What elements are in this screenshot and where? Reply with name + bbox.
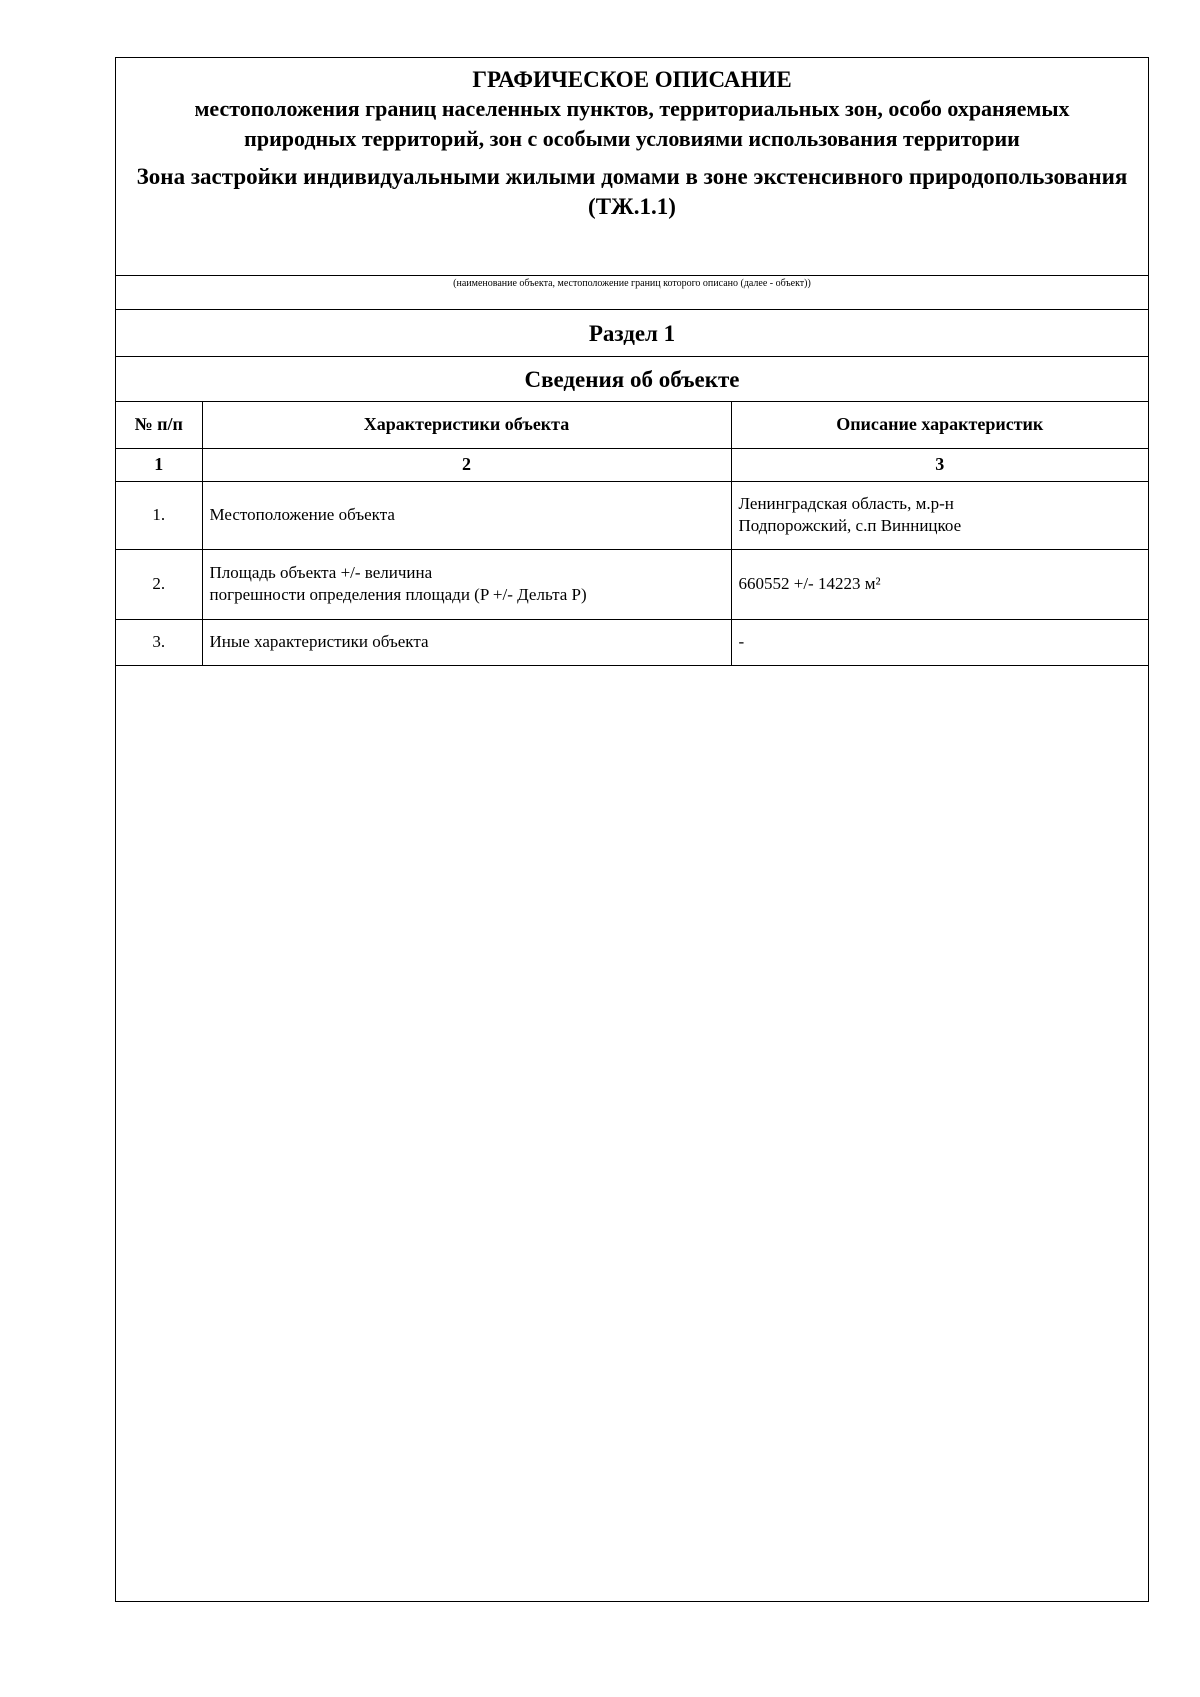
document-title: ГРАФИЧЕСКОЕ ОПИСАНИЕ [472, 67, 792, 92]
header-number: № п/п [116, 402, 202, 448]
row-number: 2. [116, 549, 202, 619]
row-description-line: Ленинградская область, м.р-н [738, 494, 954, 513]
row-description: - [731, 619, 1148, 665]
row-characteristic-line: Площадь объекта +/- величина [209, 563, 433, 582]
table-row [116, 481, 1148, 549]
table-row [116, 619, 1148, 665]
column-numbers-row [116, 448, 1148, 481]
header-description: Описание характеристик [731, 402, 1148, 448]
row-description [731, 481, 1148, 549]
info-title: Сведения об объекте [116, 357, 1148, 402]
row-number: 3. [116, 619, 202, 665]
object-properties-table [116, 402, 1148, 666]
document-header [116, 58, 1148, 276]
row-characteristic: Местоположение объекта [202, 481, 731, 549]
object-caption: (наименование объекта, местоположение границ которого описано (далее - объект)) [116, 276, 1148, 310]
column-number: 2 [202, 448, 731, 481]
row-characteristic: Иные характеристики объекта [202, 619, 731, 665]
document-subtitle: местоположения границ населенных пунктов, территориальных зон, особо охраняемых природных территорий, зон с особыми условиями использования территории [194, 96, 1070, 151]
table-header-row [116, 402, 1148, 448]
column-number: 1 [116, 448, 202, 481]
row-characteristic-line: погрешности определения площади (P +/- Дельта P) [209, 585, 587, 604]
zone-name: Зона застройки индивидуальными жилыми домами в зоне экстенсивного природопользования (ТЖ.1.1) [136, 164, 1128, 219]
row-number: 1. [116, 481, 202, 549]
row-characteristic [202, 549, 731, 619]
header-characteristic: Характеристики объекта [202, 402, 731, 448]
document-frame [115, 57, 1149, 1602]
table-row [116, 549, 1148, 619]
column-number: 3 [731, 448, 1148, 481]
row-description-line: Подпорожский, с.п Винницкое [738, 516, 962, 535]
row-description: 660552 +/- 14223 м² [731, 549, 1148, 619]
section-title: Раздел 1 [116, 310, 1148, 357]
